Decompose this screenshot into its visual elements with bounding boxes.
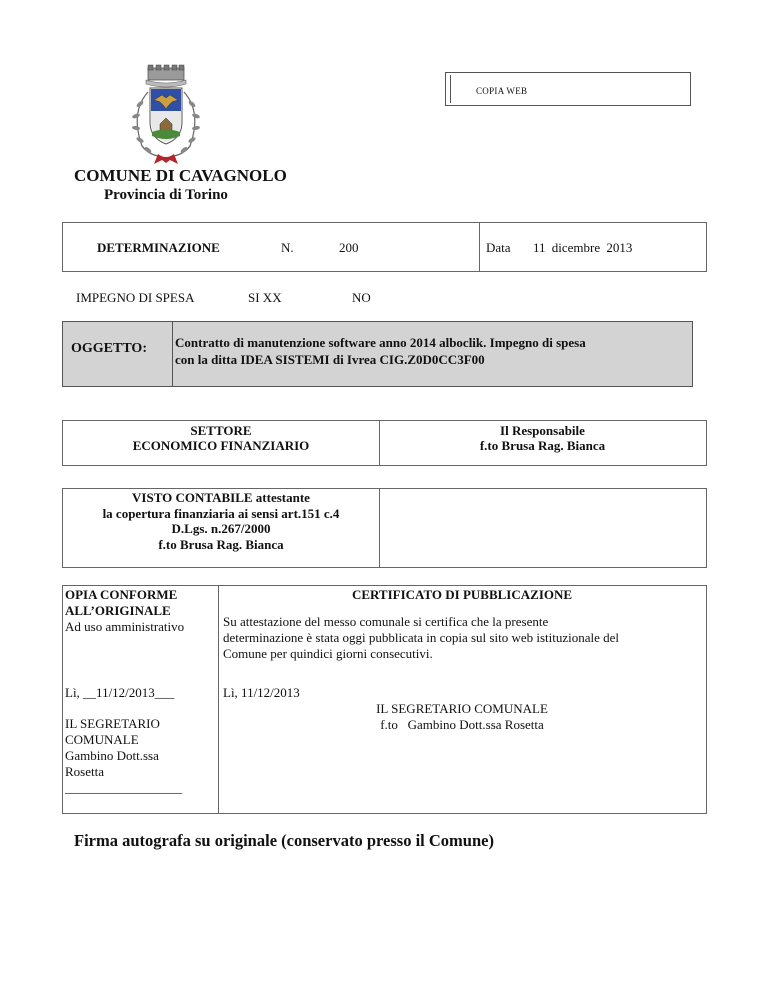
left-sign-line-1: IL SEGRETARIO <box>65 716 160 731</box>
settore-line-1: SETTORE <box>190 423 252 438</box>
provincia-name: Provincia di Torino <box>104 187 228 203</box>
determinazione-title: DETERMINAZIONE <box>97 240 220 255</box>
settore-line-2: ECONOMICO FINANZIARIO <box>132 438 310 453</box>
copia-conforme-signature <box>65 716 213 796</box>
oggetto-divider <box>172 322 173 386</box>
certificato-box <box>62 585 707 814</box>
left-sign-line-5: __________________ <box>65 780 182 795</box>
responsabile-block <box>379 423 706 453</box>
certificato-text-line-2: determinazione è stata oggi pubblicata in copia sul sito web istituzionale del <box>223 630 620 645</box>
copia-web-label: COPIA WEB <box>476 86 528 96</box>
impegno-no: NO <box>352 290 371 305</box>
left-sign-line-3: Gambino Dott.ssa <box>65 748 159 763</box>
impegno-label: IMPEGNO DI SPESA <box>76 290 195 305</box>
left-sign-line-4: Rosetta <box>65 764 104 779</box>
copia-conforme-date: Lì, __11/12/2013___ <box>65 685 175 700</box>
determinazione-date-label: Data <box>486 240 511 255</box>
copia-web-box <box>445 72 691 106</box>
settore-box <box>62 420 707 466</box>
oggetto-label: OGGETTO: <box>71 341 147 356</box>
left-sign-line-2: COMUNALE <box>65 732 139 747</box>
certificato-sign-line-2: f.to Gambino Dott.ssa Rosetta <box>380 717 544 732</box>
uso-amministrativo: Ad uso amministrativo <box>65 619 185 634</box>
visto-contabile-box <box>62 488 707 568</box>
determinazione-divider <box>479 223 480 271</box>
oggetto-line-1: Contratto di manutenzione software anno 2014 alboclik. Impegno di spesa <box>175 335 586 350</box>
impegno-si: SI XX <box>248 290 282 305</box>
visto-line-1: VISTO CONTABILE attestante <box>132 490 310 505</box>
determinazione-date-value: 11 dicembre 2013 <box>533 240 633 255</box>
comune-name: COMUNE DI CAVAGNOLO <box>74 166 287 185</box>
oggetto-line-2: con la ditta IDEA SISTEMI di Ivrea CIG.Z0D0CC3F00 <box>175 352 485 367</box>
oggetto-text <box>175 334 685 368</box>
oggetto-box <box>62 321 693 387</box>
certificato-sign-line-1: IL SEGRETARIO COMUNALE <box>376 701 548 716</box>
determinazione-box <box>62 222 707 272</box>
certificato-title: CERTIFICATO DI PUBBLICAZIONE <box>351 587 573 602</box>
certificato-signature <box>218 701 706 733</box>
certificato-date: Lì, 11/12/2013 <box>223 685 300 700</box>
firma-autografa-note: Firma autografa su originale (conservato presso il Comune) <box>74 831 494 850</box>
certificato-text-line-1: Su attestazione del messo comunale si certifica che la presente <box>223 614 549 629</box>
visto-line-3: D.Lgs. n.267/2000 <box>171 521 271 536</box>
copia-conforme-line-2: ALL’ORIGINALE <box>65 603 171 618</box>
visto-divider <box>379 489 380 567</box>
settore-label <box>63 423 379 453</box>
coat-of-arms-emblem <box>118 64 214 166</box>
determinazione-number-label: N. <box>281 240 294 255</box>
copia-conforme-title <box>65 587 177 619</box>
certificato-divider <box>218 586 219 813</box>
visto-line-2: la copertura finanziaria ai sensi art.151 c.4 <box>102 505 340 521</box>
copia-conforme-line-1: OPIA CONFORME <box>65 587 178 602</box>
visto-contabile-text <box>63 490 379 552</box>
visto-line-4: f.to Brusa Rag. Bianca <box>158 536 284 552</box>
responsabile-name: f.to Brusa Rag. Bianca <box>479 438 606 453</box>
certificato-text-line-3: Comune per quindici giorni consecutivi. <box>223 646 433 661</box>
determinazione-number-value: 200 <box>339 240 359 255</box>
responsabile-title: Il Responsabile <box>500 423 585 438</box>
certificato-text <box>223 614 703 662</box>
